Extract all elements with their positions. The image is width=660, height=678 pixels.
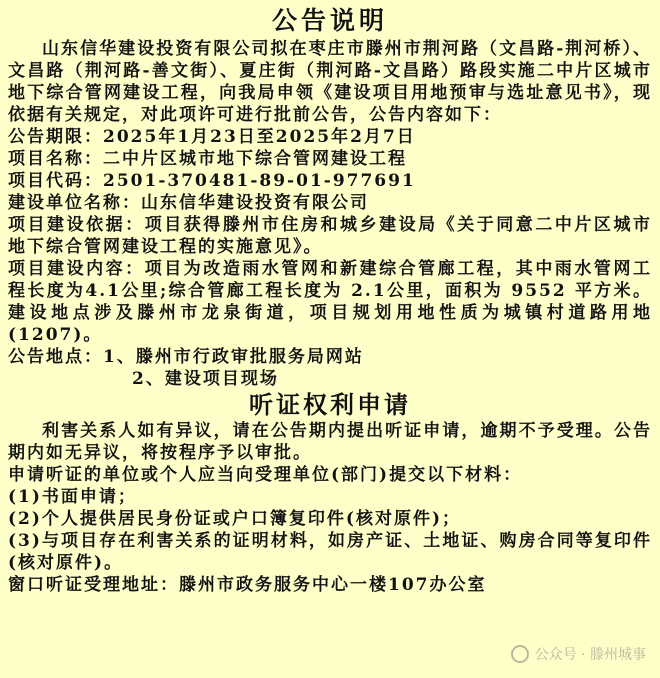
intro-paragraph: 山东信华建设投资有限公司拟在枣庄市滕州市荆河路（文昌路-荆河桥）、文昌路（荆河路-善文街）、夏庄街（荆河路-文昌路）路段实施二中片区城市地下综合管网建设工程，向我局申领《建设项目用地预审与选址意见书》，现依据有关规定，对此项许可进行批前公告，公告内容如下： bbox=[8, 39, 652, 125]
content-paragraph: 项目建设内容：项目为改造雨水管网和新建综合管廊工程，其中雨水管网工程长度为4.1公里;综合管廊工程长度为 2.1公里，面积为 9552 平方米。建设地点涉及滕州市龙泉街道，项目规划用地性质为城镇村道路用地(1207)。 bbox=[8, 259, 652, 345]
material-item-2: (2)个人提供居民身份证或户口簿复印件(核对原件)； bbox=[8, 509, 462, 529]
material-item-1: (1)书面申请； bbox=[8, 487, 137, 507]
watermark bbox=[511, 644, 646, 664]
material-item-3: (3)与项目存在利害关系的证明材料，如房产证、土地证、购房合同等复印件(核对原件)。 bbox=[8, 531, 652, 573]
hearing-paragraph: 利害关系人如有异议，请在公告期内提出听证申请，逾期不予受理。公告期内如无异议，将按程序予以审批。 bbox=[8, 421, 652, 463]
project-code-line: 项目代码：2501-370481-89-01-977691 bbox=[8, 171, 416, 191]
basis-paragraph: 项目建设依据：项目获得滕州市住房和城乡建设局《关于同意二中片区城市地下综合管网建设工程的实施意见》。 bbox=[8, 215, 652, 257]
location-line-1: 公告地点：1、滕州市行政审批服务局网站 bbox=[8, 347, 364, 367]
window-address-line: 窗口听证受理地址：滕州市政务服务中心一楼107办公室 bbox=[8, 575, 487, 595]
location-line-2: 2、建设项目现场 bbox=[132, 369, 279, 389]
watermark-text: 公众号 · 滕州城事 bbox=[534, 647, 646, 663]
announcement-title: 公告说明 bbox=[271, 6, 388, 35]
wechat-icon bbox=[511, 645, 529, 663]
builder-line: 建设单位名称：山东信华建设投资有限公司 bbox=[8, 193, 369, 213]
project-name-line: 项目名称：二中片区城市地下综合管网建设工程 bbox=[8, 149, 407, 169]
materials-intro: 申请听证的单位或个人应当向受理单位(部门)提交以下材料： bbox=[8, 465, 523, 485]
hearing-title: 听证权利申请 bbox=[249, 390, 411, 419]
period-line: 公告期限：2025年1月23日至2025年2月7日 bbox=[8, 127, 416, 147]
